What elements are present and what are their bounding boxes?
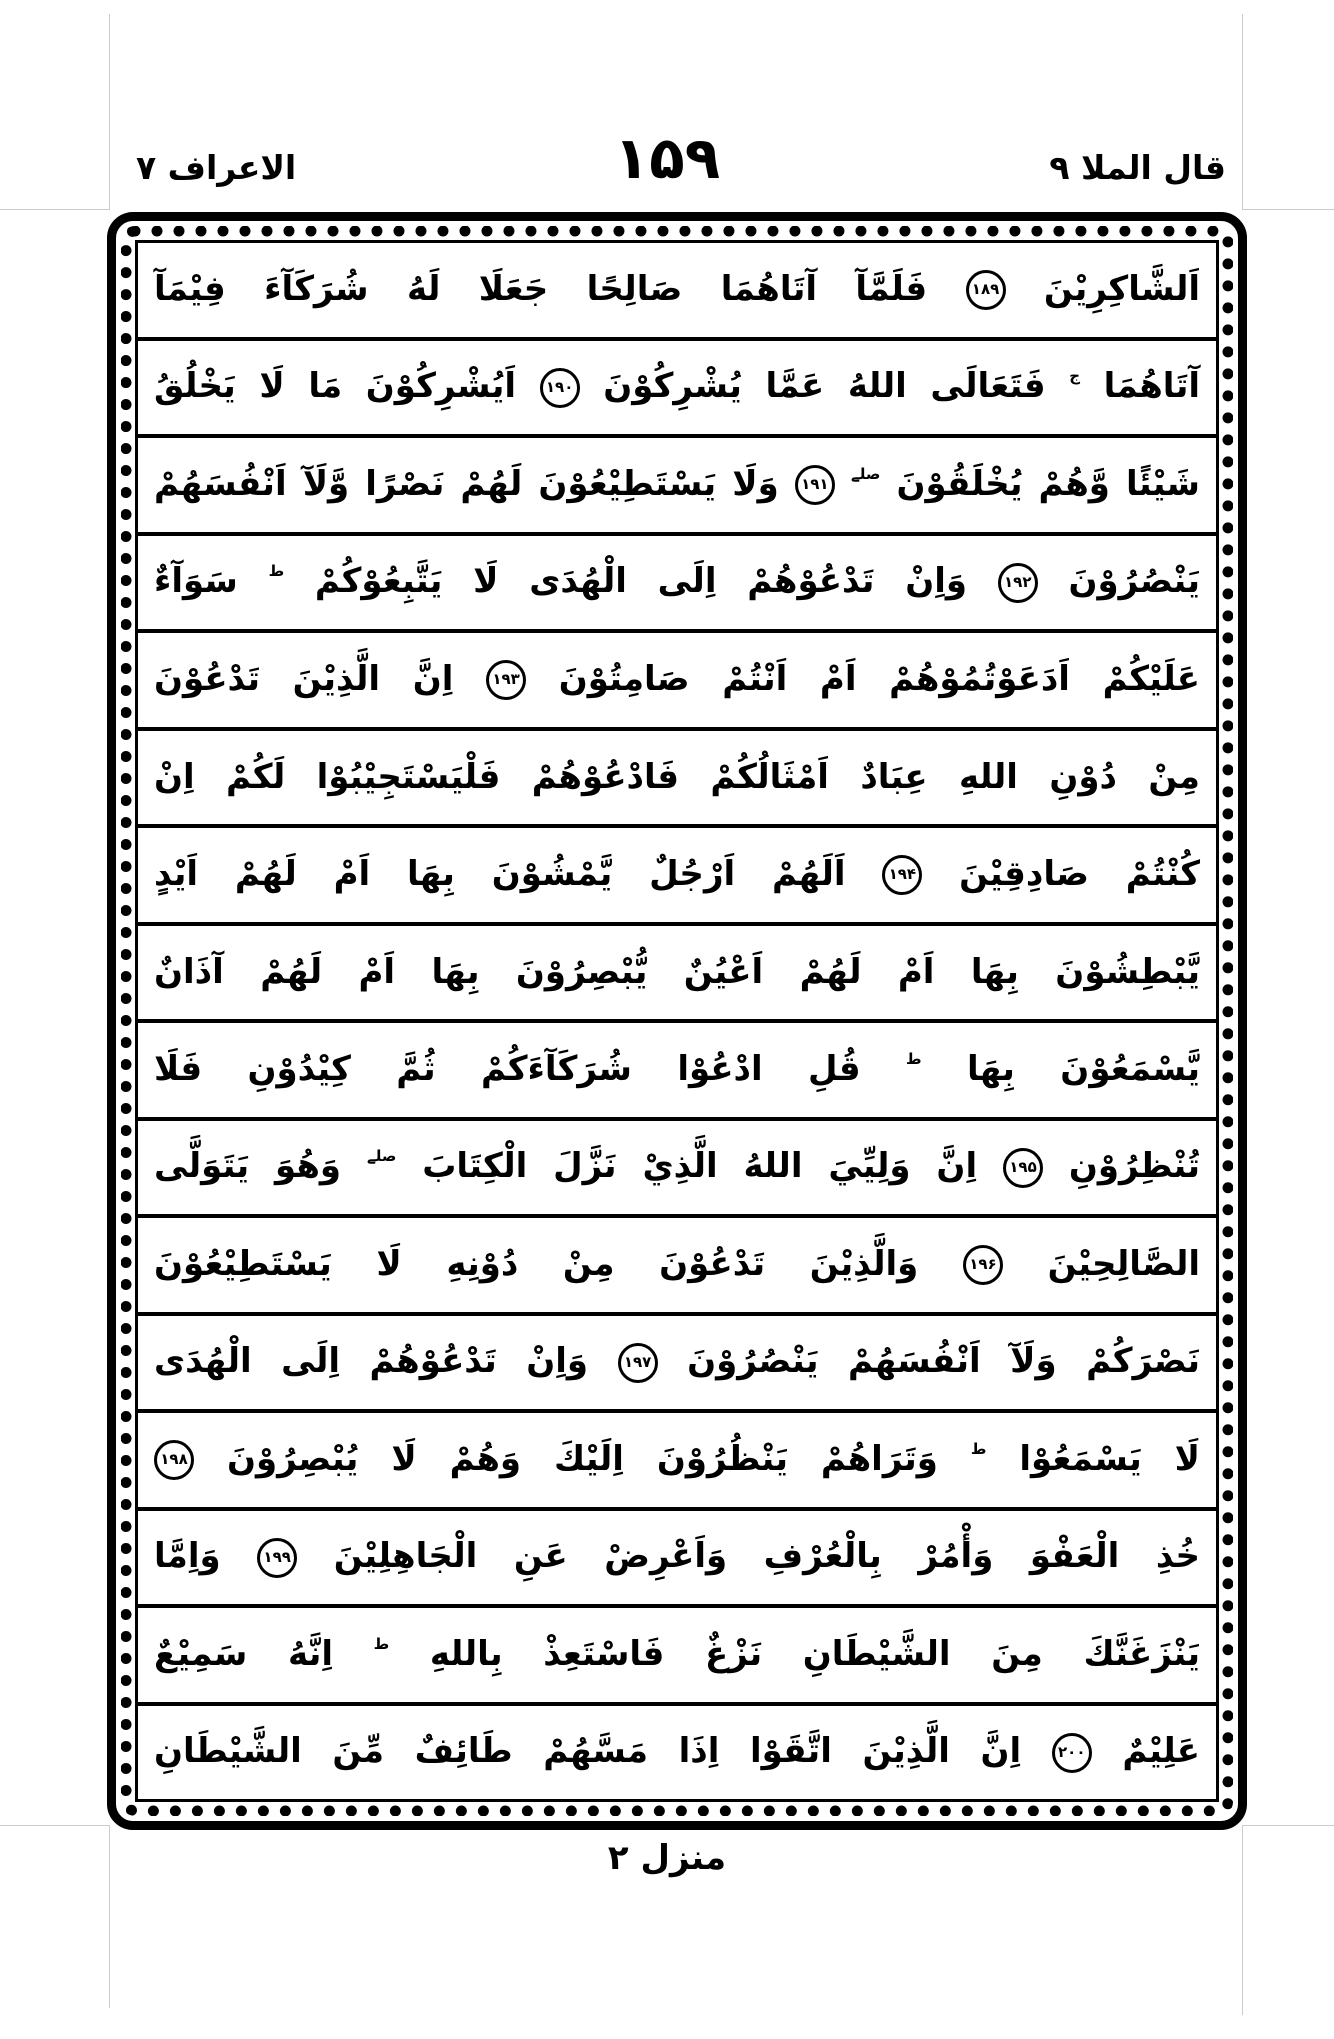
ayah-text: آتَاهُمَا bbox=[1103, 366, 1200, 406]
verse-number-badge: ۱۸۹ bbox=[966, 270, 1006, 310]
ayah-text: اِنَّ وَلِيِّيَ اللهُ الَّذِيْ نَزَّلَ الْكِتَابَ bbox=[422, 1146, 978, 1186]
verse-number-badge: ۲۰۰ bbox=[1052, 1733, 1092, 1773]
quran-line-13 bbox=[138, 1413, 1216, 1511]
quran-line-15 bbox=[138, 1608, 1216, 1706]
quran-line-text bbox=[154, 1732, 1200, 1773]
quran-line-text bbox=[154, 270, 1200, 311]
ayah-text: اَيُشْرِكُوْنَ مَا لَا يَخْلُقُ bbox=[154, 366, 517, 406]
waqf-mark: صلے bbox=[850, 464, 881, 483]
quran-line-text bbox=[154, 465, 1200, 506]
ayah-text: تُنْظِرُوْنِ bbox=[1068, 1146, 1200, 1186]
ayah-text: شَيْئًا وَّهُمْ يُخْلَقُوْنَ bbox=[896, 463, 1200, 504]
quran-line-text bbox=[154, 1050, 1200, 1089]
verse-number-badge: ۱۹۰ bbox=[540, 368, 580, 408]
ayah-text: اِنَّ الَّذِيْنَ تَدْعُوْنَ bbox=[154, 658, 454, 699]
quran-line-11 bbox=[138, 1218, 1216, 1316]
ayah-text: يَّسْمَعُوْنَ بِهَا bbox=[966, 1049, 1200, 1090]
verse-number-badge: ۱۹۹ bbox=[257, 1538, 297, 1578]
ayah-text: وَاِنْ تَدْعُوْهُمْ اِلَى الْهُدَى لَا يَتَّبِعُوْكُمْ bbox=[314, 561, 967, 601]
quran-line-text bbox=[154, 1537, 1200, 1578]
page-number: ۱۵۹ bbox=[613, 124, 721, 192]
ayah-text: عَلِيْمٌ bbox=[1122, 1731, 1201, 1771]
quran-line-text bbox=[154, 1342, 1200, 1383]
ayah-text: يَّبْطِشُوْنَ بِهَا اَمْ لَهُمْ اَعْيُنٌ يُّبْصِرُوْنَ بِهَا اَمْ لَهُمْ آذَانٌ bbox=[154, 951, 1200, 992]
quran-line-3 bbox=[138, 438, 1216, 536]
ayah-text: يَنْصُرُوْنَ bbox=[1068, 561, 1200, 601]
verse-number-badge: ۱۹۷ bbox=[618, 1343, 658, 1383]
quran-line-5 bbox=[138, 633, 1216, 731]
quran-line-10 bbox=[138, 1121, 1216, 1219]
quran-line-text bbox=[154, 367, 1200, 408]
quran-line-8 bbox=[138, 926, 1216, 1024]
ayah-text: فَتَعَالَى اللهُ عَمَّا يُشْرِكُوْنَ bbox=[603, 366, 1046, 406]
verse-number-badge: ۱۹۲ bbox=[998, 563, 1038, 603]
ayah-text: يَنْزَغَنَّكَ مِنَ الشَّيْطَانِ نَزْغٌ فَاسْتَعِذْ بِاللهِ bbox=[429, 1634, 1201, 1675]
ayah-text: وَلَا يَسْتَطِيْعُوْنَ لَهُمْ نَصْرًا وَّلَآ اَنْفُسَهُمْ bbox=[154, 463, 779, 504]
ayah-text: قُلِ ادْعُوْا شُرَكَآءَكُمْ ثُمَّ كِيْدُوْنِ فَلَا bbox=[154, 1049, 861, 1090]
waqf-mark: ط bbox=[970, 1439, 987, 1458]
ayah-text: الصَّالِحِيْنَ bbox=[1047, 1243, 1200, 1284]
guide-line-top-right-horizontal bbox=[1242, 209, 1334, 210]
waqf-mark: ط bbox=[268, 562, 285, 580]
verse-number-badge: ۱۹۱ bbox=[795, 465, 835, 505]
verse-number-badge: ۱۹۶ bbox=[963, 1245, 1003, 1285]
ayah-text: وَهُوَ يَتَوَلَّى bbox=[154, 1146, 342, 1186]
ayah-text: كُنْتُمْ صَادِقِيْنَ bbox=[959, 853, 1200, 894]
quran-line-16 bbox=[138, 1706, 1216, 1800]
quran-line-2 bbox=[138, 341, 1216, 439]
quran-line-text bbox=[154, 1635, 1200, 1674]
diamond-chain-border bbox=[121, 226, 1233, 1816]
ayah-text: فَلَمَّآ آتَاهُمَا صَالِحًا جَعَلَا لَهُ شُرَكَآءَ فِيْمَآ bbox=[154, 268, 928, 309]
ayah-text: وَاِمَّا bbox=[154, 1536, 221, 1576]
ayah-text: نَصْرَكُمْ وَلَآ اَنْفُسَهُمْ يَنْصُرُوْنَ bbox=[687, 1341, 1200, 1381]
quran-line-text bbox=[154, 660, 1200, 701]
quran-line-1 bbox=[138, 243, 1216, 341]
quran-lines bbox=[135, 240, 1219, 1802]
quran-line-9 bbox=[138, 1023, 1216, 1121]
ayah-text: وَاِنْ تَدْعُوْهُمْ اِلَى الْهُدَى bbox=[154, 1341, 589, 1381]
verse-number-badge: ۱۹۳ bbox=[486, 660, 526, 700]
quran-line-text bbox=[154, 562, 1200, 603]
ayah-text: لَا يَسْمَعُوْا bbox=[1019, 1438, 1201, 1479]
ayah-text: وَتَرَاهُمْ يَنْظُرُوْنَ اِلَيْكَ وَهُمْ لَا يُبْصِرُوْنَ bbox=[226, 1438, 938, 1479]
quran-line-4 bbox=[138, 536, 1216, 634]
quran-line-14 bbox=[138, 1511, 1216, 1609]
ayah-text: اَلَهُمْ اَرْجُلٌ يَّمْشُوْنَ بِهَا اَمْ لَهُمْ اَيْدٍ bbox=[154, 853, 846, 894]
quran-line-text bbox=[154, 1440, 1200, 1481]
quran-line-6 bbox=[138, 731, 1216, 829]
waqf-mark: صلے bbox=[366, 1147, 397, 1165]
guide-line-bottom-right-horizontal bbox=[1242, 1825, 1334, 1826]
ayah-text: اِنَّ الَّذِيْنَ اتَّقَوْا اِذَا مَسَّهُمْ طَائِفٌ مِّنَ الشَّيْطَانِ bbox=[154, 1731, 1022, 1771]
mushaf-border-frame bbox=[107, 212, 1247, 1830]
quran-line-text bbox=[154, 1147, 1200, 1188]
ayah-text: وَالَّذِيْنَ تَدْعُوْنَ مِنْ دُوْنِهِ لَا يَسْتَطِيْعُوْنَ bbox=[154, 1243, 919, 1284]
quran-line-7 bbox=[138, 828, 1216, 926]
ayah-text: سَوَآءٌ bbox=[154, 561, 238, 601]
manzil-label: منزل ۲ bbox=[607, 1838, 727, 1878]
ayah-text: خُذِ الْعَفْوَ وَأْمُرْ بِالْعُرْفِ وَاَعْرِضْ عَنِ الْجَاهِلِيْنَ bbox=[333, 1536, 1200, 1576]
verse-number-badge: ۱۹۴ bbox=[882, 855, 922, 895]
ayah-text: مِنْ دُوْنِ اللهِ عِبَادٌ اَمْثَالُكُمْ فَادْعُوْهُمْ فَلْيَسْتَجِيْبُوْا لَكُمْ اِنْ bbox=[154, 756, 1200, 797]
waqf-mark: ج bbox=[1069, 367, 1081, 385]
ayah-text: اَلشَّاكِرِيْنَ bbox=[1043, 268, 1200, 309]
quran-line-text bbox=[154, 1245, 1200, 1286]
quran-line-text bbox=[154, 758, 1200, 797]
quran-line-text bbox=[154, 953, 1200, 992]
guide-line-bottom-left-horizontal bbox=[0, 1825, 110, 1826]
verse-number-badge: ۱۹۸ bbox=[154, 1440, 194, 1480]
ayah-text: عَلَيْكُمْ اَدَعَوْتُمُوْهُمْ اَمْ اَنْتُمْ صَامِتُوْنَ bbox=[558, 658, 1200, 699]
juz-name-label: قال الملا ۹ bbox=[1049, 148, 1226, 187]
waqf-mark: ط bbox=[373, 1635, 390, 1654]
surah-name-label: الاعراف ۷ bbox=[136, 148, 297, 187]
quran-line-text bbox=[154, 855, 1200, 896]
verse-number-badge: ۱۹۵ bbox=[1003, 1148, 1043, 1188]
guide-line-top-left-horizontal bbox=[0, 209, 110, 210]
quran-line-12 bbox=[138, 1316, 1216, 1414]
waqf-mark: ط bbox=[906, 1050, 922, 1069]
ayah-text: اِنَّهُ سَمِيْعٌ bbox=[154, 1634, 333, 1675]
